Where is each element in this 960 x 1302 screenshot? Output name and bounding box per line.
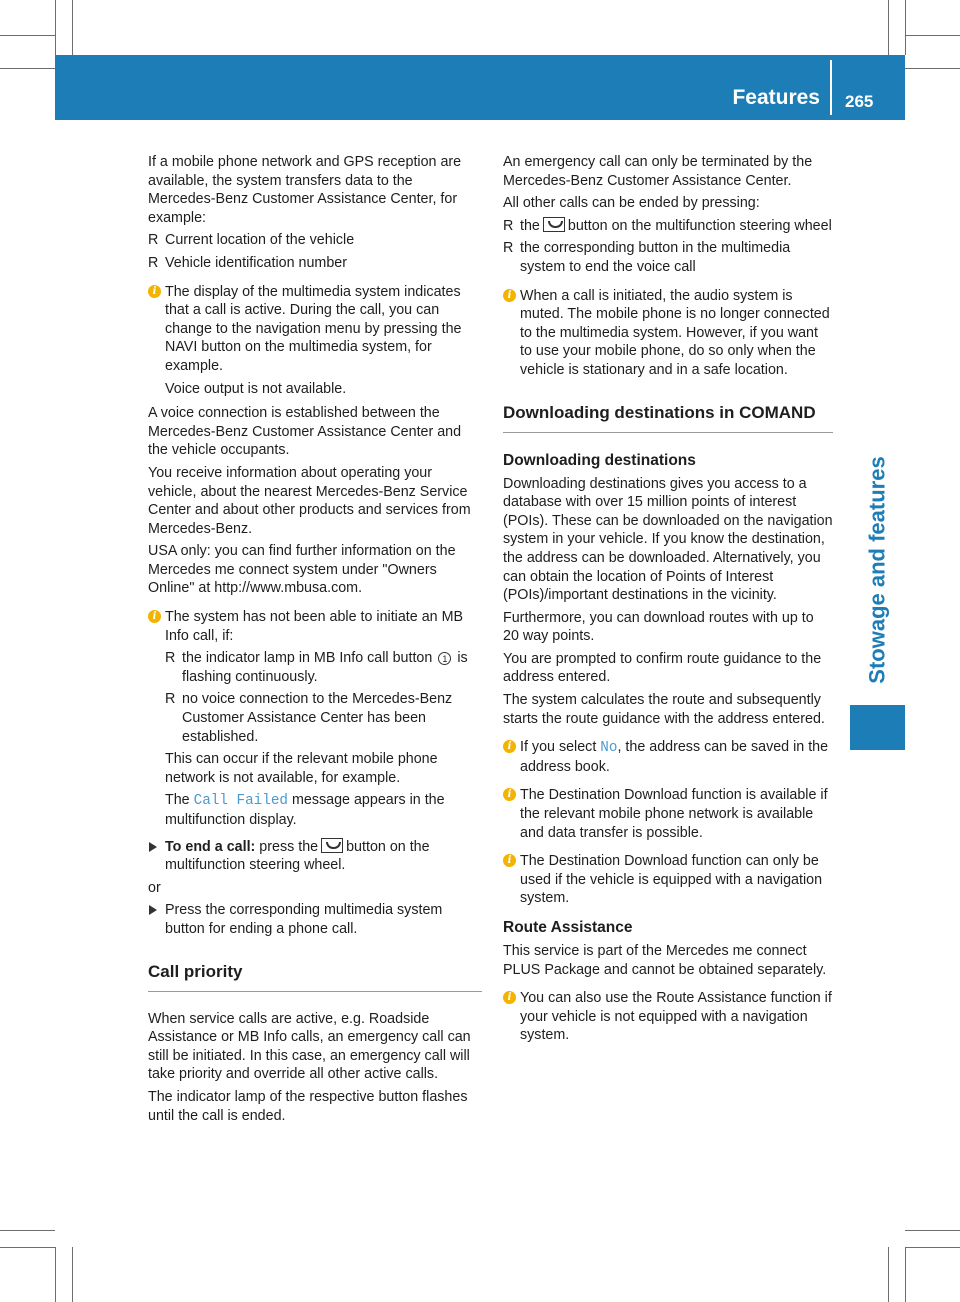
paragraph: Downloading destinations gives you access to a database with over 15 million points of interest (POIs). These can be downloaded on the navigation system in your vehicle. If you know the destination, the address can be downloaded. Alternatively, you can obtain the location of Points of Interest (POIs)/important destinations in the vicinity.	[503, 475, 833, 604]
bullet-icon: R	[148, 232, 159, 249]
step-label: To end a call:	[165, 838, 256, 855]
crop-mark	[55, 1247, 56, 1302]
crop-mark	[72, 0, 73, 55]
list-item-text: is flashing continuously.	[182, 650, 468, 685]
section-heading: Call priority	[148, 961, 243, 981]
left-column	[148, 153, 482, 1129]
note-text-part: If you select	[520, 739, 597, 756]
note-text: The Destination Download function can only be used if the vehicle is equipped with a navigation system.	[520, 853, 823, 907]
chapter-tab	[850, 705, 905, 750]
instruction-step	[148, 901, 482, 938]
list-item	[165, 649, 482, 686]
note-text: The Destination Download function is available if the relevant mobile phone network is available and data transfer is possible.	[520, 787, 828, 841]
crop-mark	[0, 1230, 55, 1231]
bullet-icon: R	[503, 240, 514, 257]
section-rule	[503, 432, 833, 433]
paragraph: All other calls can be ended by pressing:	[503, 195, 760, 212]
header-separator	[830, 60, 832, 115]
info-icon: i	[503, 788, 516, 801]
crop-mark	[905, 35, 960, 36]
crop-mark	[905, 1247, 906, 1302]
info-icon: i	[503, 289, 516, 302]
info-icon: i	[503, 854, 516, 867]
info-note	[503, 852, 833, 908]
paragraph: or	[148, 879, 161, 896]
step-arrow-icon	[149, 842, 157, 852]
list-item-text: the indicator lamp in MB Info call button	[182, 650, 433, 667]
list-item	[148, 254, 482, 273]
paragraph: You are prompted to confirm route guidance to the address entered.	[503, 650, 822, 686]
step-text: button on the multifunction steering wheel.	[165, 838, 430, 874]
info-note	[503, 786, 833, 842]
crop-mark	[72, 1247, 73, 1302]
bullet-icon: R	[165, 650, 176, 667]
info-note	[503, 287, 833, 380]
section-heading: Downloading destinations in COMAND	[503, 402, 816, 422]
step-text: Press the corresponding multimedia system button for ending a phone call.	[165, 902, 443, 937]
crop-mark	[0, 35, 55, 36]
note-text-part: The	[165, 792, 190, 809]
paragraph: If a mobile phone network and GPS reception are available, the system transfers data to the Mercedes-Benz Customer Assistance Center, for example:	[148, 154, 462, 226]
list-item-text: Current location of the vehicle	[165, 232, 355, 249]
section-rule	[148, 991, 482, 992]
note-text-part: message appears in the multifunction display.	[165, 792, 445, 828]
list-item	[165, 690, 482, 746]
note-text: The display of the multimedia system indicates that a call is active. During the call, you can change to the navigation menu by pressing the NAVI button on the multimedia system, for example.	[165, 283, 462, 374]
info-icon: i	[148, 610, 161, 623]
paragraph: The system calculates the route and subsequently starts the route guidance with the address entered.	[503, 692, 825, 727]
button-number-icon: 1	[438, 652, 451, 665]
hang-up-button-icon	[543, 217, 565, 232]
note-text	[520, 738, 833, 776]
info-note	[148, 608, 482, 830]
list-item	[148, 231, 482, 250]
chapter-title: Stowage and features	[864, 456, 890, 684]
paragraph: You receive information about operating your vehicle, about the nearest Mercedes-Benz Service Center and about other products and services from Mercedes-Benz.	[148, 464, 471, 537]
info-note	[503, 989, 833, 1045]
paragraph: When service calls are active, e.g. Roadside Assistance or MB Info calls, an emergency call can still be initiated. In this case, an emergency call will take priority and override all other active calls.	[148, 1010, 471, 1083]
step-text: press the	[259, 838, 319, 855]
crop-mark	[905, 1247, 960, 1248]
paragraph: An emergency call can only be terminated by the Mercedes-Benz Customer Assistance Center.	[503, 154, 813, 189]
subsection-heading: Route Assistance	[503, 919, 633, 936]
display-message: Call Failed	[193, 793, 288, 810]
paragraph: The indicator lamp of the respective button flashes until the call is ended.	[148, 1088, 468, 1124]
crop-mark	[905, 68, 960, 69]
note-text: This can occur if the relevant mobile phone network is not available, for example.	[165, 751, 438, 786]
note-text	[165, 791, 482, 829]
instruction-step	[148, 838, 482, 875]
info-note	[503, 738, 833, 776]
list-item-text: Vehicle identification number	[165, 254, 347, 271]
paragraph: This service is part of the Mercedes me connect PLUS Package and cannot be obtained separately.	[503, 943, 827, 978]
page-number: 265	[845, 92, 874, 111]
paragraph: Furthermore, you can download routes with up to 20 way points.	[503, 609, 814, 645]
info-icon: i	[503, 740, 516, 753]
crop-mark	[905, 1230, 960, 1231]
info-icon: i	[148, 285, 161, 298]
hang-up-button-icon	[321, 838, 343, 853]
crop-mark	[55, 0, 56, 55]
chapter-tab-label	[850, 450, 905, 690]
right-column	[503, 153, 833, 1051]
list-item-text: button on the multifunction steering wheel	[567, 217, 832, 234]
bullet-icon: R	[503, 217, 514, 234]
crop-mark	[888, 1247, 889, 1302]
info-icon: i	[503, 991, 516, 1004]
note-text-part: , the address can be saved in the address book.	[520, 739, 829, 775]
note-text: The system has not been able to initiate an MB Info call, if:	[165, 609, 464, 644]
info-note	[148, 283, 482, 399]
list-item-text: the	[520, 217, 540, 234]
paragraph: USA only: you can find further information on the Mercedes me connect system under "Owners Online" at http://www.mbusa.com.	[148, 543, 456, 597]
subsection-heading: Downloading destinations	[503, 451, 696, 469]
list-item-text: the corresponding button in the multimedia system to end the voice call	[520, 240, 791, 275]
crop-mark	[905, 0, 906, 55]
paragraph: A voice connection is established between the Mercedes-Benz Customer Assistance Center and the vehicle occupants.	[148, 405, 462, 459]
display-message: No	[600, 740, 618, 757]
crop-mark	[0, 1247, 55, 1248]
crop-mark	[888, 0, 889, 55]
note-text: Voice output is not available.	[165, 380, 347, 397]
note-text: You can also use the Route Assistance function if your vehicle is not equipped with a navigation system.	[520, 990, 832, 1044]
note-text: When a call is initiated, the audio system is muted. The mobile phone is no longer connected to the multimedia system. However, if you want to use your mobile phone, do so only when the vehicle is stationary and in a safe location.	[520, 287, 830, 378]
step-arrow-icon	[149, 905, 157, 915]
list-item	[503, 239, 833, 276]
list-item-text: no voice connection to the Mercedes-Benz Customer Assistance Center has been established.	[182, 691, 453, 745]
bullet-icon: R	[165, 691, 176, 708]
header-title: Features	[732, 86, 820, 109]
list-item	[503, 217, 833, 236]
crop-mark	[0, 68, 55, 69]
bullet-icon: R	[148, 254, 159, 271]
